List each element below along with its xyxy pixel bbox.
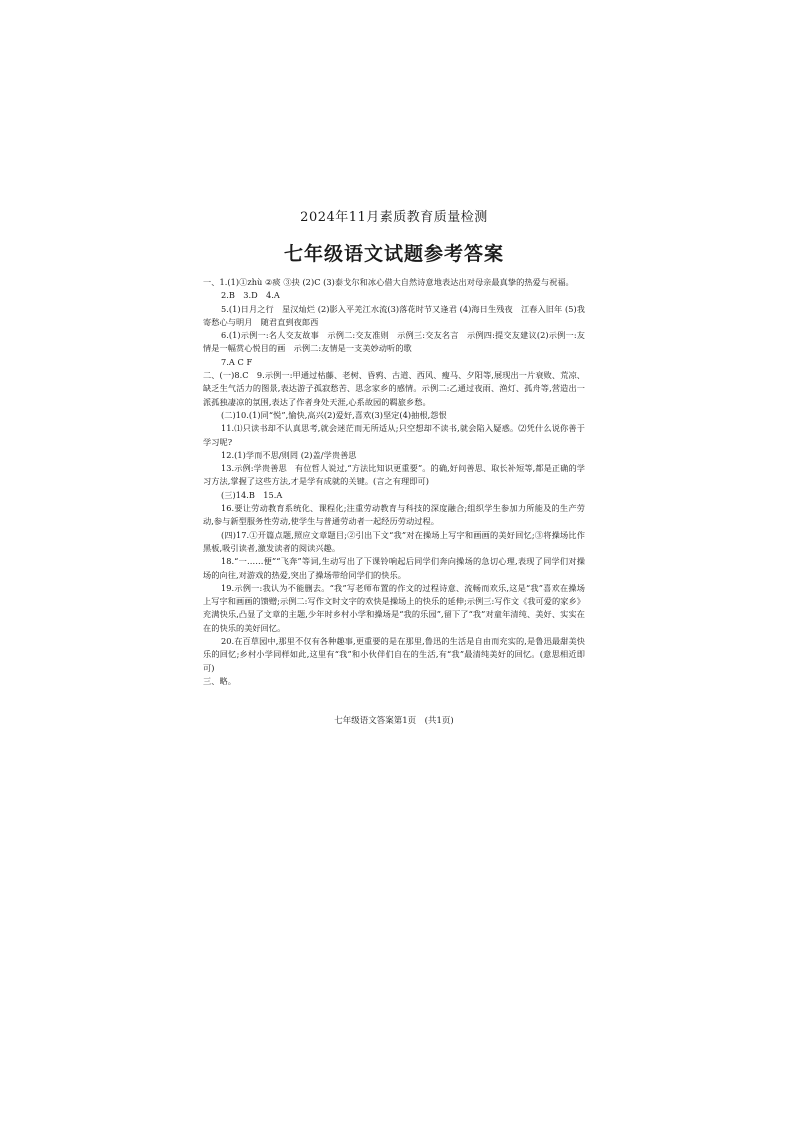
answer-paragraph: 5.(1)日月之行 星汉灿烂 (2)影入平羌江水流(3)落花时节又逢君 (4)海日生残夜 江春入旧年 (5)我寄愁心与明月 随君直到夜郎西 [203,303,585,327]
page-footer: 七年级语文答案第1页 (共1页) [334,716,454,727]
answer-paragraph: 三、略。 [203,675,236,686]
answer-paragraph: 16.要让劳动教育系统化、课程化;注重劳动教育与科技的深度融合;组织学生参加力所能及的生产劳动,参与新型服务性劳动,使学生与普通劳动者一起经历劳动过程。 [203,503,585,527]
answer-paragraph: 19.示例一:我认为不能删去。“我”写老师布置的作文的过程诗意、流畅而欢乐,这是“我”喜欢在操场上写字和画画的馈赠;示例二:写作文时文字的欢快是操场上的快乐的延伸;示例三:写作文《我可爱的家乡》充满快乐,凸显了文章的主题,少年时乡村小学和操场是“我的乐园”,留下了“我”对童年清纯、美好、实实在在的快乐的美好回忆。 [203,582,585,633]
answer-paragraph: 12.(1)学而不思/则罔 (2)盖/学贵善思 [221,449,357,460]
exam-subtitle: 2024年11月素质教育质量检测 [300,210,488,225]
answer-paragraph: (四)17.①开篇点题,照应文章题目;②引出下文“我”对在操场上写字和画画的美好回忆;③将操场比作黑板,吸引读者,激发读者的阅读兴趣。 [203,529,585,553]
answer-paragraph: 13.示例:学贵善思 有位哲人说过,“方法比知识更重要”。的确,好问善思、取长补短等,都是正确的学习方法,掌握了这些方法,才是学有成就的关键。(言之有理即可) [203,463,585,487]
answer-paragraph: 2.B 3.D 4.A [221,290,280,301]
answer-paragraph: 7.A C F [221,356,253,367]
page-title: 七年级语文试题参考答案 [283,243,504,265]
answer-paragraph: (二)10.(1)同“悦”,愉快,高兴(2)爱好,喜欢(3)坚定(4)抽根,怨恨 [221,409,447,420]
answer-paragraph: 二、(一)8.C 9.示例一:甲通过枯藤、老树、昏鸦、古道、西风、瘦马、夕阳等,展现出一片衰败、荒凉、缺乏生气活力的图景,表达游子孤寂愁苦、思念家乡的感情。示例二:乙通过夜雨、渔灯、孤舟等,营造出一派孤独凄凉的氛围,表达了作者身处天涯,心系故园的羁旅乡愁。 [203,370,585,407]
answer-paragraph: 11.⑴只读书却不认真思考,就会迷茫而无所适从;只空想却不读书,就会陷入疑惑。⑵凭什么说你善于学习呢? [203,423,585,447]
answer-paragraph: 18.“一……便”“飞奔”等词,生动写出了下课铃响起后同学们奔向操场的急切心理,表现了同学们对操场的向往,对游戏的热爱,突出了操场带给同学们的快乐。 [203,556,585,580]
answer-paragraph: (三)14.B 15.A [221,489,283,500]
answer-paragraph: 一、1.(1)①zhù ②痰 ③抉 (2)C (3)泰戈尔和冰心借大自然诗意地表达出对母亲最真挚的热爱与祝福。 [203,277,574,287]
answer-paragraph: 6.(1)示例一:名人交友故事 示例二:交友准则 示例三:交友名言 示例四:提交友建议(2)示例一:友情是一幅赏心悦目的画 示例二:友情是一支美妙动听的歌 [203,330,585,354]
answer-paragraph: 20.在百草园中,那里不仅有各种趣事,更重要的是在那里,鲁迅的生活是自由而充实的,是鲁迅最甜美快乐的回忆;乡村小学同样如此,这里有“我”和小伙伴们自在的生活,有“我”最清纯美好的回忆。(意思相近即可) [203,636,585,673]
answer-body [203,276,585,688]
answer-sheet [203,200,585,726]
